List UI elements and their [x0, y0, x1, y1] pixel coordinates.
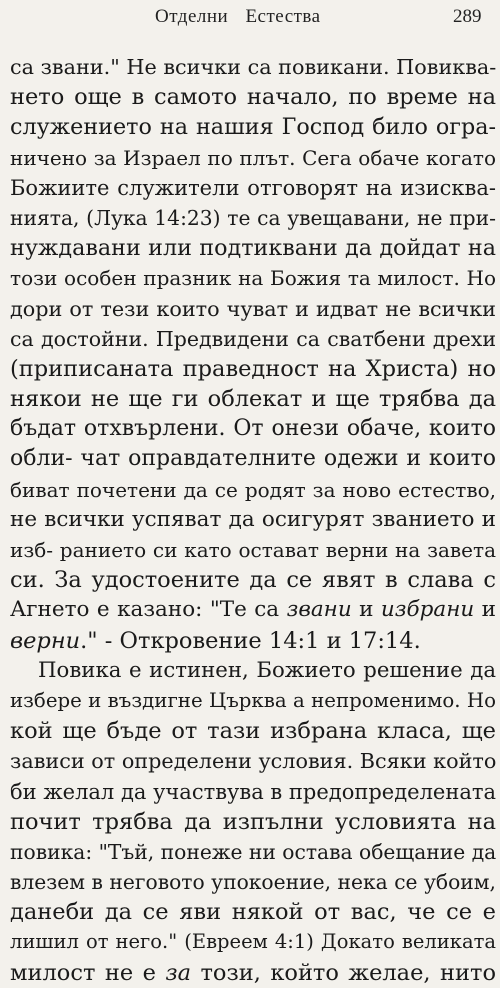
italic-text-run: звани: [286, 597, 352, 623]
text-run: Агнето е казано: "Те са: [10, 597, 287, 623]
italic-text-run: избрани: [380, 597, 475, 623]
text-line: Повика е истинен, Божието решение да: [38, 657, 496, 683]
text-run: и: [351, 597, 381, 623]
text-line: нето още в самото начало, по време на: [10, 84, 496, 111]
text-line: този особен празник на Божия та милост. Но: [10, 266, 496, 291]
text-run: и: [474, 597, 497, 623]
text-line-mixed: [10, 595, 496, 625]
text-line: нуждавани или подтиквани да дойдат на: [10, 235, 496, 262]
text-line: дори от тези които чуват и идват не всички: [10, 296, 496, 321]
running-title: Отделни Естества: [155, 6, 321, 27]
text-line: кой ще бъде от тази избрана класа, ще: [10, 718, 496, 745]
text-line: обли- чат оправдателните одежи и които: [10, 446, 496, 472]
text-line: зависи от определени условия. Всяки който: [10, 749, 497, 774]
text-line: повика: "Тъй, понеже ни остава обещание да: [10, 839, 497, 864]
text-line-mixed: [10, 626, 496, 656]
text-line: са достойни. Предвидени са сватбени дрехи: [10, 326, 496, 351]
text-line: служението на нашия Господ било огра-: [10, 114, 496, 141]
text-line: данеби да се яви някой от вас, че се е: [10, 899, 496, 926]
text-line: бъдат отхвърлени. От онези обаче, които: [10, 416, 496, 442]
text-line: нията, (Лука 14:23) те са увещавани, не при-: [10, 205, 496, 230]
text-line: ничено за Израел по плът. Сега обаче когато: [10, 145, 496, 170]
text-line: лишил от него." (Евреем 4:1) Докато великата: [10, 930, 496, 954]
text-line: изб- ранието си като остават верни на завета: [10, 538, 496, 562]
text-run: милост не е: [10, 959, 166, 986]
running-head: [0, 6, 500, 30]
text-run: този, който желае, нито: [191, 959, 496, 986]
text-line: почит трябва да изпълни условията на: [10, 808, 496, 835]
page-number: 289: [453, 6, 482, 27]
text-line: Божиите служители отговорят на изисква-: [10, 175, 496, 200]
italic-text-run: за: [165, 959, 192, 986]
text-line: избере и въздигне Църква а непроменимо. Но: [10, 688, 496, 712]
text-run: ." - Откровение 14:1 и 17:14.: [80, 627, 421, 654]
text-line: би желал да участвува в предопределената: [10, 779, 496, 804]
text-line: биват почетени да се родят за ново естество,: [10, 477, 496, 502]
text-line: (приписаната праведност на Христа) но: [10, 355, 496, 382]
body-text: [10, 52, 496, 988]
text-line: не всички успяват да осигурят званието и: [10, 506, 496, 532]
text-line: някои не ще ги облекат и ще трябва да: [10, 386, 496, 413]
text-line-mixed: [10, 958, 496, 988]
text-line: са звани." Не всички са повикани. Повиква-: [10, 55, 497, 79]
text-line: си. За удостоените да се явят в слава с: [10, 567, 496, 594]
italic-text-run: верни: [10, 627, 81, 654]
text-line: влезем в неговото упокоение, нека се убоим,: [10, 870, 496, 895]
